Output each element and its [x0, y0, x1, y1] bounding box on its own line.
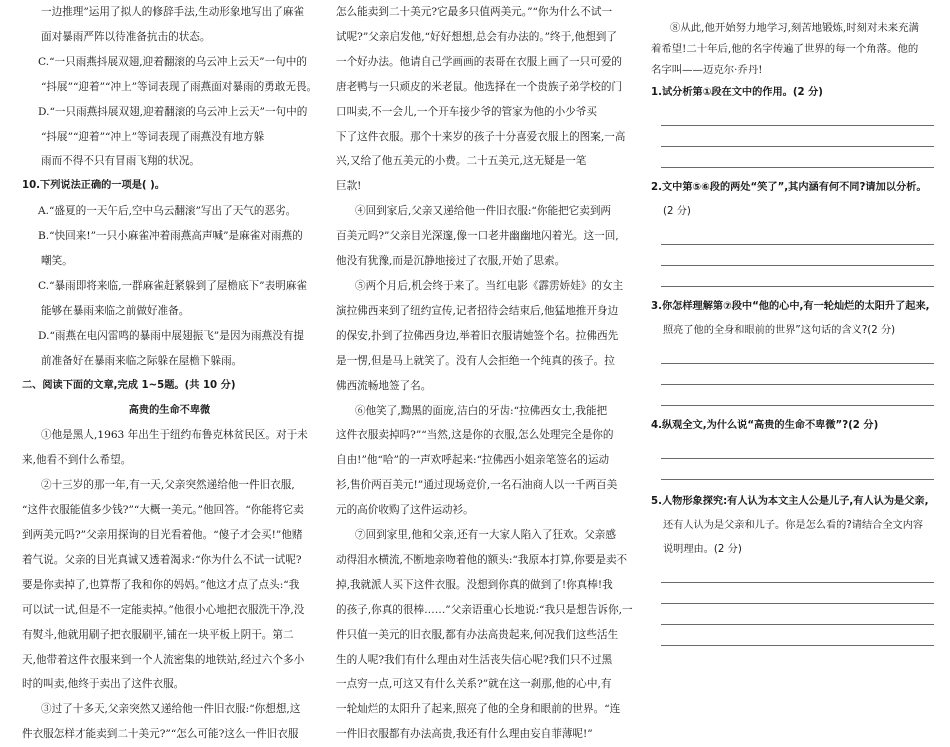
paragraph-line: 巨款! [336, 180, 362, 193]
question-5 [651, 490, 934, 646]
paragraph-line: 演拉佛西来到了纽约宣传,记者招待会结束后,他猛地推开身边 [336, 304, 619, 317]
paragraph-line: 要是你卖掉了,也算帮了我和你的妈妈。”他这才点了点头:“我 [22, 578, 300, 591]
option-line: 雨而不得不只有冒雨飞翔的状况。 [41, 155, 200, 168]
section-title: 二、阅读下面的文章,完成 1~5题。(共 10 分) [22, 379, 236, 391]
paragraph-line: 是一愣,但是马上就笑了。没有人会拒绝一个纯真的孩子。拉 [336, 354, 615, 367]
option-c-cont: 能够在暴雨来临之前做好准备。 [41, 304, 190, 317]
paragraph-line: 兴,又给了他五美元的小费。二十五美元,这无疑是一笔 [336, 155, 587, 168]
question-2 [651, 176, 934, 287]
paragraph-line: 件衣服怎样才能卖到二十美元?”“怎么可能?这么一件旧衣服 [22, 728, 299, 741]
answer-line[interactable] [661, 364, 934, 385]
answer-line[interactable] [661, 266, 934, 287]
paragraph-line: 时的叫卖,他终于卖出了这件衣服。 [22, 678, 185, 691]
answer-line[interactable] [661, 343, 934, 364]
paragraph-line: 来,他看不到什么希望。 [22, 454, 132, 467]
question-text: 3.你怎样理解第⑦段中“他的心中,有一轮灿烂的太阳升了起来, [651, 301, 930, 312]
paragraph-line: 天,他带着这件衣服来到一个人流密集的地铁站,经过六个多小 [22, 653, 305, 666]
option-a: A.“盛夏的一天午后,空中乌云翻滚”写出了天气的恶劣。 [38, 205, 297, 218]
paragraph-line: ⑥他笑了,黝黑的面庞,洁白的牙齿:“拉佛西女士,我能把 [355, 404, 608, 417]
middle-column [336, 0, 633, 741]
paragraph-line: 着气说。父亲的目光真诚又透着渴求:“你为什么不试一试呢? [22, 553, 302, 566]
option-line: “抖展”“迎着”“冲上”等词表现了雨燕没有地方躲 [41, 130, 265, 143]
question-text: 5.人物形象探究:有人认为本文主人公是儿子,有人认为是父亲, [651, 496, 929, 507]
question-4 [651, 414, 934, 480]
question-text: (2 分) [663, 206, 691, 217]
paragraph-line: 掉,我就派人买下这件衣服。没想到你真的做到了!你真棒!我 [336, 578, 613, 591]
answer-line[interactable] [661, 224, 934, 245]
answer-line[interactable] [661, 625, 934, 646]
paragraph-line: ③过了十多天,父亲突然又递给他一件旧衣服:“你想想,这 [41, 703, 301, 716]
paragraph-line: 他没有犹豫,而是沉静地接过了衣服,开始了思索。 [336, 255, 566, 268]
paragraph-line: 佛西流畅地签了名。 [336, 379, 432, 392]
question-3 [651, 295, 934, 406]
paragraph-line: 唐老鸭与一只顽皮的米老鼠。他选择在一个贵族子弟学校的门 [336, 80, 623, 93]
paragraph-line: “这件衣服能值多少钱?”“大概一美元。”他回答。“你能将它卖 [22, 504, 304, 517]
option-d-cont: 前准备好在暴雨来临之际躲在屋檐下躲雨。 [41, 354, 243, 367]
answer-line[interactable] [661, 604, 934, 625]
question-10-stem: 10.下列说法正确的一项是( )。 [22, 180, 165, 192]
question-text: 4.纵观全文,为什么说“高贵的生命不卑微”?(2 分) [651, 420, 879, 431]
paragraph-line: 元的高价收购了这件运动衫。 [336, 504, 474, 517]
paragraph-line: 百美元吗?”父亲目光深邃,像一口老井幽幽地闪着光。这一回, [336, 230, 619, 243]
paragraph-line: 口叫卖,不一会儿,一个开车接少爷的管家为他的小少爷买 [336, 105, 597, 118]
answer-line[interactable] [661, 105, 934, 126]
paragraph-line: 件只值一美元的旧衣服,都有办法高贵起来,何况我们这些活生 [336, 628, 619, 641]
paragraph-line: 到两美元吗?”父亲用探询的目光看着他。“傻子才会买!”他赌 [22, 529, 303, 542]
paragraph-line: 动得泪水横流,不断地亲吻着他的额头:“我原本打算,你要是卖不 [336, 553, 628, 566]
right-column [651, 0, 934, 672]
option-c: C.“暴雨即将来临,一群麻雀赶紧躲到了屋檐底下”表明麻雀 [38, 279, 307, 292]
answer-line[interactable] [661, 147, 934, 168]
option-b-cont: 嘲笑。 [41, 255, 73, 268]
answer-line[interactable] [661, 459, 934, 480]
answer-line[interactable] [661, 562, 934, 583]
question-1 [651, 81, 934, 168]
paragraph-line: 的孩子,你真的很棒……”父亲语重心长地说:“我只是想告诉你,一 [336, 603, 633, 616]
paragraph-line: 一点穷一点,可这又有什么关系?”就在这一刹那,他的心中,有 [336, 678, 612, 691]
answer-line[interactable] [661, 438, 934, 459]
paragraph-line: ②十三岁的那一年,有一天,父亲突然递给他一件旧衣服, [41, 479, 295, 492]
paragraph-line: ⑧从此,他开始努力地学习,刻苦地锻炼,时刻对未来充满 [670, 22, 919, 34]
option-line: C.“一只雨燕抖展双翅,迎着翻滚的乌云冲上云天”一句中的 [38, 55, 307, 68]
option-b: B.“快回来!”一只小麻雀冲着雨燕高声喊”是麻雀对雨燕的 [38, 230, 303, 243]
paragraph-line: 着希望!二十年后,他的名字传遍了世界的每一个角落。他的 [651, 43, 919, 55]
option-d: D.“雨燕在电闪雷鸣的暴雨中展翅振飞”是因为雨燕没有提 [38, 329, 304, 342]
paragraph-line: ⑦回到家里,他和父亲,还有一大家人陷入了狂欢。父亲感 [355, 529, 616, 542]
paragraph-line: 有熨斗,他就用刷子把衣服刷平,铺在一块平板上阴干。第二 [22, 628, 294, 641]
left-column [22, 0, 318, 741]
paragraph-line: 衫,售价两百美元!”通过现场竞价,一名石油商人以一千两百美 [336, 479, 618, 492]
paragraph-line: 一轮灿烂的太阳升了起来,照亮了他的全身和眼前的世界。“连 [336, 703, 621, 716]
spacer [651, 0, 934, 18]
paragraph-line: 一件旧衣服都有办法高贵,我还有什么理由妄自菲薄呢!” [336, 728, 593, 741]
text-line: 面对暴雨严阵以待准备抗击的状态。 [41, 30, 211, 43]
answer-line[interactable] [661, 385, 934, 406]
answer-line[interactable] [661, 245, 934, 266]
text-line: 一边推理”运用了拟人的修辞手法,生动形象地写出了麻雀 [41, 6, 305, 18]
question-text: 2.文中第⑤⑥段的两处“笑了”,其内涵有何不同?请加以分析。 [651, 182, 927, 193]
article-title: 高贵的生命不卑微 [128, 404, 211, 416]
option-line: D.“一只雨燕抖展双翅,迎着翻滚的乌云冲上云天”一句中的 [38, 105, 308, 118]
paragraph-line: 一个好办法。他请自己学画画的表哥在衣服上画了一只可爱的 [336, 55, 623, 68]
question-text: 说明理由。(2 分) [663, 544, 742, 555]
question-text: 照亮了他的全身和眼前的世界”这句话的含义?(2 分) [663, 325, 896, 336]
paragraph-line: 试呢?”父亲启发他,“好好想想,总会有办法的。”终于,他想到了 [336, 30, 617, 43]
paragraph-line: 可以试一试,但是不一定能卖掉。”他很小心地把衣服洗干净,没 [22, 603, 305, 616]
paragraph-line: 生的人呢?我们有什么理由对生活丧失信心呢?我们只不过黑 [336, 653, 613, 666]
paragraph-line: 怎么能卖到二十美元?它最多只值两美元。”“你为什么不试一 [336, 6, 613, 18]
option-line: “抖展”“迎着”“冲上”等词表现了雨燕面对暴雨的勇敢无畏。 [41, 80, 318, 93]
question-text: 还有人认为是父亲和儿子。你是怎么看的?请结合全文内容 [663, 520, 924, 531]
paragraph-line: 名字叫——迈克尔·乔丹! [651, 64, 763, 76]
paragraph-line: ⑤两个月后,机会终于来了。当红电影《霹雳娇娃》的女主 [355, 279, 624, 292]
paragraph-line: 下了这件衣服。那个十来岁的孩子十分喜爱衣服上的图案,一高 [336, 130, 626, 143]
paragraph-line: 这件衣服卖掉吗?”“当然,这是你的衣服,怎么处理完全是你的 [336, 429, 614, 442]
answer-line[interactable] [661, 126, 934, 147]
paragraph-line: 的保安,扑到了拉佛西身边,举着旧衣服请她签个名。拉佛西先 [336, 329, 619, 342]
paragraph-line: 自由!”他“哈”的一声欢呼起来:“拉佛西小姐亲笔签名的运动 [336, 454, 610, 467]
answer-line[interactable] [661, 583, 934, 604]
question-text: 1.试分析第①段在文中的作用。(2 分) [651, 87, 823, 98]
paragraph-line: ①他是黑人,1963 年出生于纽约布鲁克林贫民区。对于未 [41, 429, 308, 442]
paragraph-line: ④回到家后,父亲又递给他一件旧衣服:“你能把它卖到两 [355, 205, 612, 218]
